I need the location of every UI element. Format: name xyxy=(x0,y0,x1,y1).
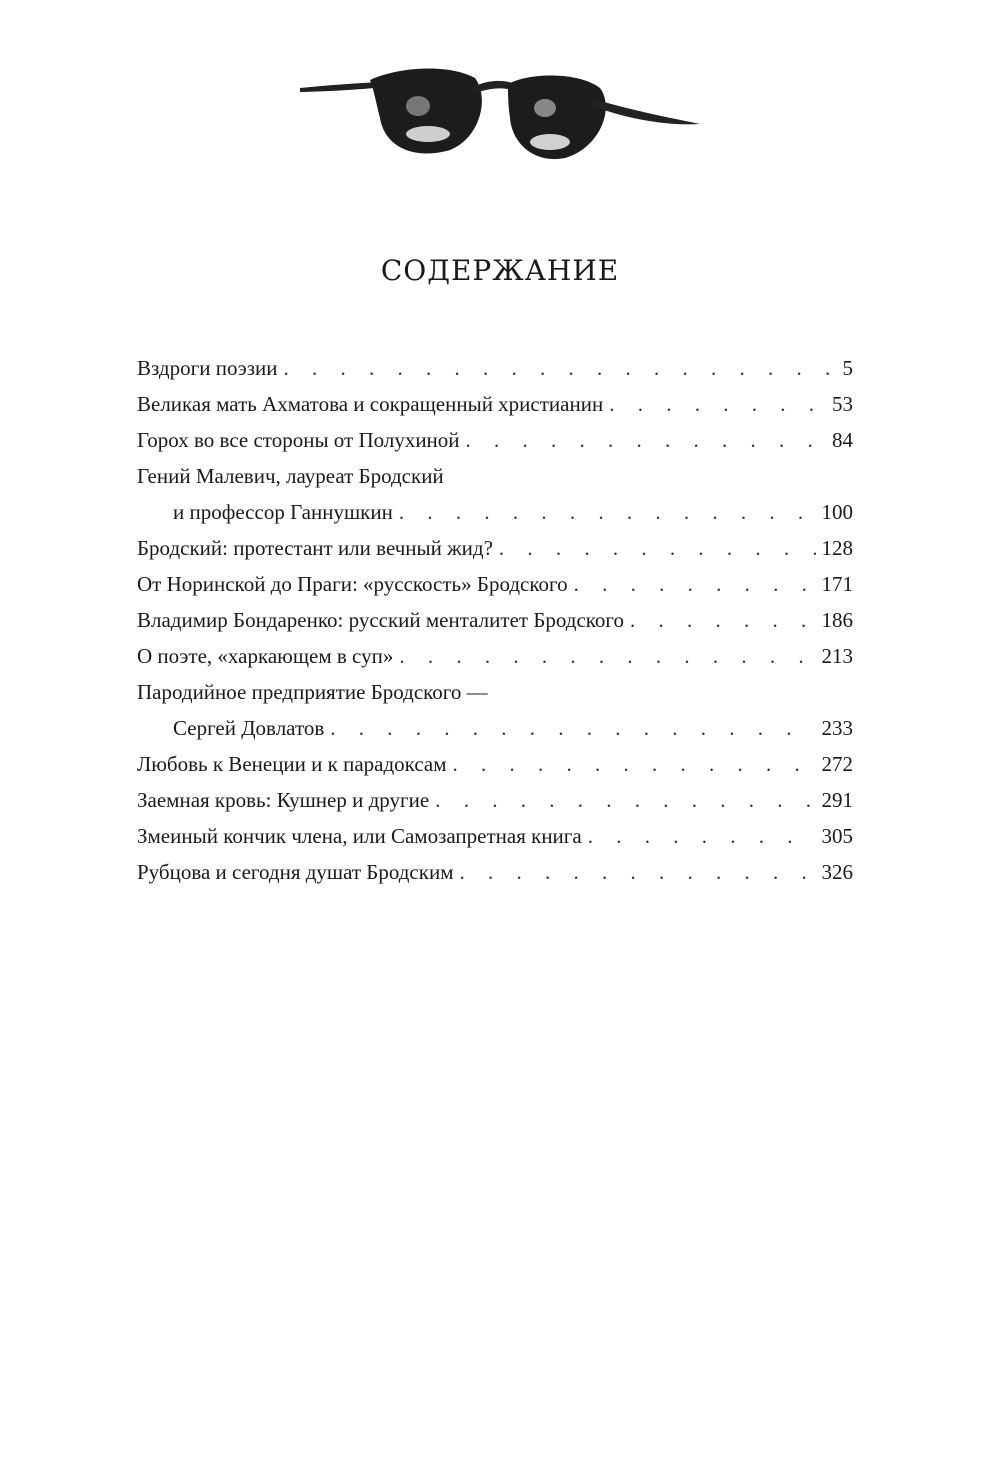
toc-entry xyxy=(137,386,853,422)
dot-leader xyxy=(399,494,816,530)
toc-entry-title: и профессор Ганнушкин xyxy=(173,500,393,524)
toc-page-number: 233 xyxy=(821,716,853,740)
toc-entry-title: Заемная кровь: Кушнер и другие xyxy=(137,788,430,812)
toc-entry xyxy=(137,638,853,674)
toc-entry xyxy=(137,494,853,530)
dot-leader xyxy=(453,746,816,782)
toc-entry xyxy=(137,458,853,494)
toc-entry xyxy=(137,530,853,566)
table-of-contents xyxy=(137,350,853,890)
dot-leader xyxy=(399,638,815,674)
toc-page-number: 5 xyxy=(842,356,853,380)
toc-entry xyxy=(137,566,853,602)
toc-entry xyxy=(137,350,853,386)
toc-entry-title: Бродский: протестант или вечный жид? xyxy=(137,536,493,560)
toc-page-number: 171 xyxy=(821,572,853,596)
dot-leader xyxy=(466,422,826,458)
toc-entry xyxy=(137,818,853,854)
toc-entry-title: От Норинской до Праги: «русскость» Бродского xyxy=(137,572,568,596)
dot-leader xyxy=(630,602,816,638)
toc-entry-title: Гений Малевич, лауреат Бродский xyxy=(137,464,444,488)
toc-page-number: 128 xyxy=(821,536,853,560)
toc-entry-title: Горох во все стороны от Полухиной xyxy=(137,428,460,452)
toc-entry xyxy=(137,710,853,746)
dot-leader xyxy=(460,854,816,890)
eyeglasses-eyes-icon xyxy=(300,58,700,168)
toc-entry-title: Сергей Довлатов xyxy=(173,716,325,740)
page-title: СОДЕРЖАНИЕ xyxy=(380,254,620,287)
toc-entry xyxy=(137,854,853,890)
dot-leader xyxy=(609,386,826,422)
toc-entry-title: Владимир Бондаренко: русский менталитет Бродского xyxy=(137,608,624,632)
toc-page-number: 272 xyxy=(821,752,853,776)
toc-page-number: 100 xyxy=(821,500,853,524)
toc-entry-title: Пародийное предприятие Бродского — xyxy=(137,680,488,704)
toc-entry xyxy=(137,674,853,710)
toc-page-number: 326 xyxy=(821,860,853,884)
toc-entry xyxy=(137,602,853,638)
dot-leader xyxy=(499,530,816,566)
toc-entry-title: Вздроги поэзии xyxy=(137,356,278,380)
toc-entry xyxy=(137,746,853,782)
dot-leader xyxy=(435,782,815,818)
toc-entry xyxy=(137,422,853,458)
dot-leader xyxy=(330,710,815,746)
dot-leader xyxy=(284,350,837,386)
dot-leader xyxy=(574,566,816,602)
toc-entry-title: О поэте, «харкающем в суп» xyxy=(137,644,394,668)
toc-page-number: 213 xyxy=(821,644,853,668)
toc-page-number: 305 xyxy=(821,824,853,848)
toc-page-number: 291 xyxy=(821,788,853,812)
dot-leader xyxy=(588,818,816,854)
toc-page-number: 186 xyxy=(821,608,853,632)
toc-entry-title: Любовь к Венеции и к парадоксам xyxy=(137,752,447,776)
toc-entry-title: Рубцова и сегодня душат Бродским xyxy=(137,860,454,884)
toc-entry xyxy=(137,782,853,818)
toc-entry-title: Великая мать Ахматова и сокращенный христианин xyxy=(137,392,604,416)
toc-page-number: 84 xyxy=(832,428,853,452)
toc-page-number: 53 xyxy=(832,392,853,416)
toc-entry-title: Змеиный кончик члена, или Самозапретная книга xyxy=(137,824,582,848)
